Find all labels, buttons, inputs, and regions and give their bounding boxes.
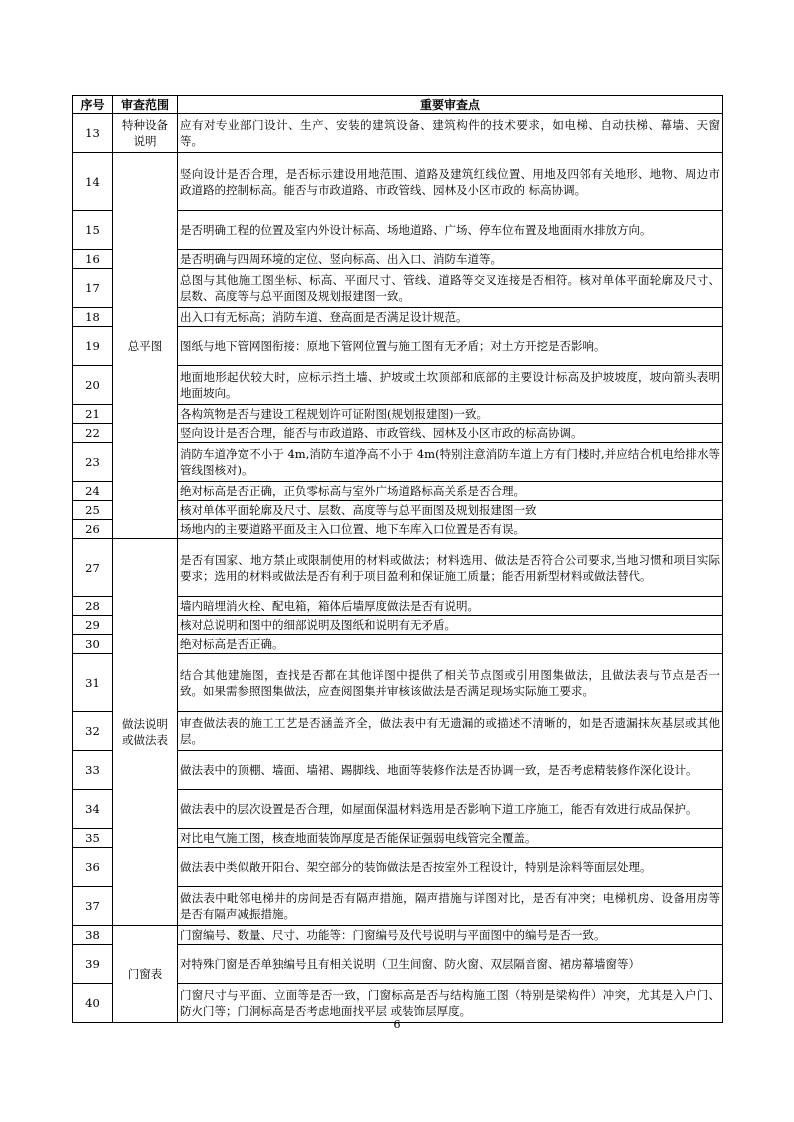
review-point: 门窗尺寸与平面、立面等是否一致，门窗标高是否与结构施工图（特别是梁构件）冲突，尤其是入户门、防火门等；门洞标高是否考虑地面找平层 或装饰层厚度。 [178,984,723,1023]
row-number: 38 [73,926,113,945]
review-scope: 特种设备说明 [113,114,178,153]
row-number: 40 [73,984,113,1023]
review-point: 应有对专业部门设计、生产、安装的建筑设备、建筑构件的技术要求，如电梯、自动扶梯、幕墙、天窗等。 [178,114,723,153]
row-number: 19 [73,327,113,366]
review-scope: 门窗表 [113,926,178,1023]
row-number: 23 [73,443,113,482]
review-point: 门窗编号、数量、尺寸、功能等：门窗编号及代号说明与平面图中的编号是否一致。 [178,926,723,945]
review-point: 结合其他建施图，查找是否都在其他详图中提供了相关节点图或引用图集做法，且做法表与节点是否一致。如果需参照图集做法，应查阅图集并审核该做法是否满足现场实际施工要求。 [178,654,723,712]
table-row [73,926,723,945]
review-point: 各构筑物是否与建设工程规划许可证附图(规划报建图)一致。 [178,405,723,424]
table-header-row [73,96,723,114]
review-point: 核对单体平面轮廓及尺寸、层数、高度等与总平面图及规划报建图一致 [178,501,723,520]
review-point: 图纸与地下管网图衔接：原地下管网位置与施工图有无矛盾；对土方开挖是否影响。 [178,327,723,366]
review-point: 做法表中类似敞开阳台、架空部分的装饰做法是否按室外工程设计，特别是涂料等面层处理。 [178,848,723,887]
row-number: 39 [73,945,113,984]
row-number: 20 [73,366,113,405]
review-point: 核对总说明和图中的细部说明及图纸和说明有无矛盾。 [178,616,723,635]
review-point: 出入口有无标高；消防车道、登高面是否满足设计规范。 [178,308,723,327]
review-point: 墙内暗埋消火栓、配电箱，箱体后墙厚度做法是否有说明。 [178,597,723,616]
row-number: 22 [73,424,113,443]
row-number: 31 [73,654,113,712]
review-scope: 做法说明或做法表 [113,539,178,926]
review-point: 绝对标高是否正确。 [178,635,723,654]
row-number: 17 [73,269,113,308]
row-number: 21 [73,405,113,424]
review-point: 是否明确工程的位置及室内外设计标高、场地道路、广场、停车位布置及地面雨水排放方向。 [178,211,723,250]
review-point: 对比电气施工图，核查地面装饰厚度是否能保证强弱电线管完全覆盖。 [178,829,723,848]
review-point: 地面地形起伏较大时，应标示挡土墙、护坡或土坎顶部和底部的主要设计标高及护坡坡度，坡向箭头表明地面坡向。 [178,366,723,405]
table-row [73,153,723,211]
row-number: 26 [73,520,113,539]
row-number: 14 [73,153,113,211]
table-row [73,114,723,153]
row-number: 37 [73,887,113,926]
table-row [73,539,723,597]
header-points: 重要审查点 [178,96,723,114]
row-number: 15 [73,211,113,250]
review-point: 审查做法表的施工工艺是否涵盖齐全，做法表中有无遗漏的或描述不清晰的，如是否遗漏抹灰基层或其他层。 [178,712,723,751]
review-point: 对特殊门窗是否单独编号且有相关说明（卫生间窗、防火窗、双层隔音窗、裙房幕墙窗等） [178,945,723,984]
review-point: 竖向设计是否合理，能否与市政道路、市政管线、园林及小区市政的标高协调。 [178,424,723,443]
review-point: 竖向设计是否合理，是否标示建设用地范围、道路及建筑红线位置、用地及四邻有关地形、地物、周边市政道路的控制标高。能否与市政道路、市政管线、园林及小区市政的 标高协调。 [178,153,723,211]
review-point: 做法表中毗邻电梯井的房间是否有隔声措施，隔声措施与详图对比，是否有冲突；电梯机房、设备用房等是否有隔声减振措施。 [178,887,723,926]
header-scope: 审查范围 [113,96,178,114]
row-number: 35 [73,829,113,848]
review-point: 做法表中的层次设置是否合理，如屋面保温材料选用是否影响下道工序施工，能否有效进行成品保护。 [178,790,723,829]
row-number: 30 [73,635,113,654]
header-number: 序号 [73,96,113,114]
review-point: 消防车道净宽不小于 4m,消防车道净高不小于 4m(特别注意消防车道上方有门楼时,并应结合机电给排水等管线图核对)。 [178,443,723,482]
row-number: 34 [73,790,113,829]
review-point: 场地内的主要道路平面及主入口位置、地下车库入口位置是否有误。 [178,520,723,539]
review-point: 是否明确与四周环境的定位、竖向标高、出入口、消防车道等。 [178,250,723,269]
row-number: 32 [73,712,113,751]
row-number: 16 [73,250,113,269]
row-number: 36 [73,848,113,887]
row-number: 25 [73,501,113,520]
row-number: 27 [73,539,113,597]
page-number: 6 [393,1018,401,1031]
review-point: 总图与其他施工图坐标、标高、平面尺寸、管线、道路等交叉连接是否相符。核对单体平面轮廓及尺寸、层数、高度等与总平面图及规划报建图一致。 [178,269,723,308]
review-table [72,95,723,1023]
review-scope: 总平图 [113,153,178,539]
review-point: 绝对标高是否正确，正负零标高与室外广场道路标高关系是否合理。 [178,482,723,501]
row-number: 13 [73,114,113,153]
review-point: 做法表中的顶棚、墙面、墙裙、踢脚线、地面等装修作法是否协调一致，是否考虑精装修作深化设计。 [178,751,723,790]
row-number: 28 [73,597,113,616]
row-number: 29 [73,616,113,635]
row-number: 24 [73,482,113,501]
review-point: 是否有国家、地方禁止或限制使用的材料或做法；材料选用、做法是否符合公司要求,当地习惯和项目实际要求；选用的材料或做法是否有利于项目盈利和保证施工质量；能否用新型材料或做法替代。 [178,539,723,597]
row-number: 33 [73,751,113,790]
row-number: 18 [73,308,113,327]
